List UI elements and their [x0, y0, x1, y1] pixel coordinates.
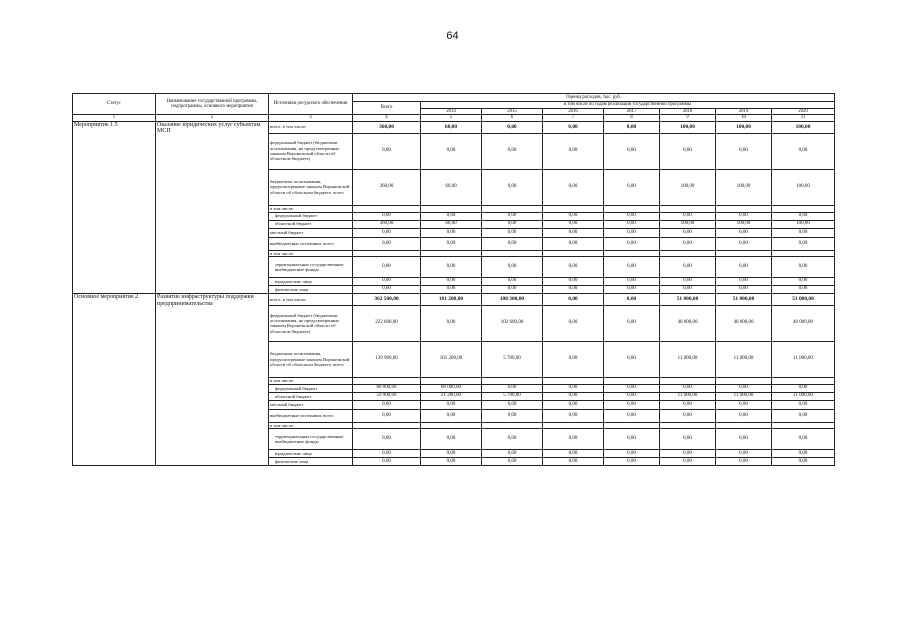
year-value: 0,00 — [604, 285, 660, 293]
year-value: 0,00 — [772, 429, 835, 450]
year-value: 0,00 — [543, 400, 604, 409]
year-value: 100,00 — [716, 121, 772, 133]
header-year: 2019 — [716, 108, 772, 115]
column-number: 3 — [269, 115, 353, 122]
year-value: 0,00 — [660, 133, 716, 169]
resource-label: в том числе: — [269, 205, 353, 212]
year-value: 0,00 — [482, 220, 543, 228]
year-value: 11 000,00 — [660, 341, 716, 377]
year-value: 0,00 — [772, 256, 835, 277]
year-value: 0,00 — [604, 228, 660, 237]
year-value — [660, 205, 716, 212]
year-value: 0,00 — [604, 277, 660, 285]
year-value: 11 000,00 — [772, 341, 835, 377]
year-value: 0,00 — [716, 429, 772, 450]
year-value: 0,00 — [543, 169, 604, 205]
year-value: 0,00 — [482, 384, 543, 392]
year-value: 0,00 — [604, 212, 660, 220]
year-value: 40 000,00 — [716, 305, 772, 341]
year-value: 60,00 — [421, 121, 482, 133]
year-value — [482, 377, 543, 384]
year-value: 0,00 — [421, 212, 482, 220]
year-value: 0,00 — [543, 285, 604, 293]
year-value: 0,00 — [543, 256, 604, 277]
year-value: 0,00 — [660, 384, 716, 392]
year-value — [421, 205, 482, 212]
year-value: 11 000,00 — [716, 392, 772, 400]
total-value: 0,00 — [353, 212, 421, 220]
year-value: 0,00 — [543, 384, 604, 392]
year-value: 0,00 — [660, 285, 716, 293]
resource-label: всего, в том числе: — [269, 293, 353, 305]
year-value: 60,00 — [421, 220, 482, 228]
year-value: 0,00 — [716, 133, 772, 169]
year-value: 0,00 — [421, 285, 482, 293]
year-value: 0,00 — [543, 228, 604, 237]
header-program-name: Наименование государственной программы, подпрограммы, основного мероприятия — [156, 94, 269, 115]
year-value: 40 000,00 — [772, 305, 835, 341]
total-value: 80 000,00 — [353, 384, 421, 392]
year-value: 100,00 — [772, 121, 835, 133]
year-value: 100,00 — [716, 169, 772, 205]
resource-label: бюджетные ассигнования, предусмотренные законом Воронежской области об областном бюджете, всего — [269, 169, 353, 205]
total-value: 139 900,00 — [353, 341, 421, 377]
header-year: 2018 — [660, 108, 716, 115]
year-value: 0,00 — [772, 400, 835, 409]
year-value: 0,00 — [660, 429, 716, 450]
year-value: 0,00 — [543, 341, 604, 377]
year-value: 0,00 — [660, 228, 716, 237]
year-value: 0,00 — [421, 305, 482, 341]
year-value: 0,00 — [716, 212, 772, 220]
year-value: 102 600,00 — [482, 305, 543, 341]
year-value: 100,00 — [660, 169, 716, 205]
year-value: 0,00 — [660, 450, 716, 458]
resource-label: физические лица — [269, 285, 353, 293]
resource-label: федеральный бюджет (бюджетные ассигнования, не предусмотренные законом Воронежской области об областном бюджете) — [269, 133, 353, 169]
year-value — [604, 205, 660, 212]
year-value: 0,00 — [421, 450, 482, 458]
total-value: 0,00 — [353, 228, 421, 237]
year-value — [482, 205, 543, 212]
year-value: 0,00 — [604, 293, 660, 305]
year-value: 0,00 — [660, 237, 716, 250]
year-value: 51 000,00 — [716, 293, 772, 305]
year-value: 0,00 — [482, 409, 543, 422]
year-value: 0,00 — [604, 429, 660, 450]
year-value: 0,00 — [772, 458, 835, 466]
year-value: 0,00 — [604, 341, 660, 377]
year-value: 0,00 — [772, 212, 835, 220]
resource-label: в том числе: — [269, 422, 353, 428]
year-value: 0,00 — [604, 169, 660, 205]
year-value: 0,00 — [421, 256, 482, 277]
year-value: 0,00 — [716, 237, 772, 250]
year-value: 0,00 — [482, 256, 543, 277]
resource-label: местный бюджет — [269, 228, 353, 237]
year-value — [660, 377, 716, 384]
year-value: 0,00 — [543, 392, 604, 400]
total-value — [353, 377, 421, 384]
resource-label: юридические лица — [269, 277, 353, 285]
year-value: 0,00 — [421, 277, 482, 285]
year-value: 0,00 — [716, 450, 772, 458]
year-value: 0,00 — [482, 458, 543, 466]
header-year: 2016 — [543, 108, 604, 115]
year-value: 101 200,00 — [421, 293, 482, 305]
total-value: 0,00 — [353, 458, 421, 466]
year-value: 0,00 — [543, 305, 604, 341]
resource-label: юридические лица — [269, 450, 353, 458]
year-value: 0,00 — [716, 384, 772, 392]
year-value: 0,00 — [772, 237, 835, 250]
year-value — [543, 205, 604, 212]
year-value: 0,00 — [543, 212, 604, 220]
resource-label: всего, в том числе: — [269, 121, 353, 133]
status-cell: Мероприятие 1.5 — [73, 121, 156, 293]
year-value: 0,00 — [543, 121, 604, 133]
total-value: 0,00 — [353, 237, 421, 250]
total-value: 59 900,00 — [353, 392, 421, 400]
year-value — [716, 205, 772, 212]
budget-table — [72, 93, 835, 466]
resource-label: федеральный бюджет (бюджетные ассигнования, не предусмотренные законом Воронежской области об областном бюджете) — [269, 305, 353, 341]
resource-label: местный бюджет — [269, 400, 353, 409]
total-value: 0,00 — [353, 256, 421, 277]
year-value: 0,00 — [716, 256, 772, 277]
total-value: 0,00 — [353, 277, 421, 285]
resource-label: внебюджетные источники, всего — [269, 237, 353, 250]
program-name-cell: Развитие инфраструктуры поддержки предпринимательства — [156, 293, 269, 465]
year-value: 0,00 — [604, 220, 660, 228]
year-value: 0,00 — [772, 277, 835, 285]
year-value: 100,00 — [660, 121, 716, 133]
column-number: 7 — [543, 115, 604, 122]
year-value: 100,00 — [772, 220, 835, 228]
column-number: 10 — [716, 115, 772, 122]
year-value: 0,00 — [772, 285, 835, 293]
year-value: 100,00 — [716, 220, 772, 228]
header-status: Статус — [73, 94, 156, 115]
year-value: 0,00 — [543, 237, 604, 250]
year-value: 0,00 — [772, 450, 835, 458]
year-value: 0,00 — [543, 133, 604, 169]
year-value: 0,00 — [660, 400, 716, 409]
year-value — [604, 377, 660, 384]
header-year: 2015 — [482, 108, 543, 115]
year-value: 11 000,00 — [716, 341, 772, 377]
year-value: 0,00 — [660, 458, 716, 466]
header-total: Всего — [353, 102, 421, 115]
year-value: 0,00 — [543, 293, 604, 305]
total-value: 360,00 — [353, 220, 421, 228]
header-resource: Источники ресурсного обеспечения — [269, 94, 353, 115]
total-value — [353, 205, 421, 212]
resource-label: территориальные государственные внебюджетные фонды — [269, 256, 353, 277]
header-year: 2014 — [421, 108, 482, 115]
total-value: 0,00 — [353, 400, 421, 409]
resource-label: областной бюджет — [269, 220, 353, 228]
year-value: 0,00 — [716, 458, 772, 466]
resource-label: областной бюджет — [269, 392, 353, 400]
status-cell: Основное мероприятие 2 — [73, 293, 156, 465]
year-value: 0,00 — [421, 429, 482, 450]
year-value: 0,00 — [660, 277, 716, 285]
year-value: 0,00 — [543, 429, 604, 450]
year-value: 0,00 — [604, 384, 660, 392]
year-value: 0,00 — [604, 305, 660, 341]
year-value: 0,00 — [660, 256, 716, 277]
year-value: 0,00 — [716, 277, 772, 285]
year-value: 0,00 — [716, 409, 772, 422]
year-value: 0,00 — [660, 212, 716, 220]
year-value: 0,00 — [482, 237, 543, 250]
header-row-1 — [73, 94, 835, 102]
year-value: 0,00 — [716, 400, 772, 409]
year-value: 0,00 — [482, 228, 543, 237]
column-number: 8 — [604, 115, 660, 122]
year-value: 0,00 — [604, 458, 660, 466]
year-value: 11 000,00 — [660, 392, 716, 400]
year-value: 0,00 — [543, 409, 604, 422]
year-value: 0,00 — [482, 285, 543, 293]
year-value: 5 700,00 — [482, 341, 543, 377]
year-value: 0,00 — [482, 121, 543, 133]
year-value — [772, 377, 835, 384]
header-year: 2017 — [604, 108, 660, 115]
program-name-cell: Оказание юридических услуг субъектам МСП — [156, 121, 269, 293]
year-value: 0,00 — [772, 409, 835, 422]
year-value: 0,00 — [421, 133, 482, 169]
resource-label: внебюджетные источники, всего — [269, 409, 353, 422]
total-value: 0,00 — [353, 133, 421, 169]
year-value: 0,00 — [543, 450, 604, 458]
year-value: 0,00 — [772, 133, 835, 169]
column-number: 11 — [772, 115, 835, 122]
year-value: 0,00 — [543, 220, 604, 228]
year-value: 0,00 — [482, 450, 543, 458]
year-value: 51 000,00 — [660, 293, 716, 305]
year-value: 5 700,00 — [482, 392, 543, 400]
total-value: 222 600,00 — [353, 305, 421, 341]
year-value: 100,00 — [772, 169, 835, 205]
total-value: 0,00 — [353, 285, 421, 293]
column-number: 1 — [73, 115, 156, 122]
resource-label: физические лица — [269, 458, 353, 466]
year-value: 0,00 — [604, 256, 660, 277]
year-value: 0,00 — [716, 285, 772, 293]
resource-label: в том числе: — [269, 250, 353, 256]
resource-label: федеральный бюджет — [269, 212, 353, 220]
column-number: 4 — [353, 115, 421, 122]
year-value: 0,00 — [482, 429, 543, 450]
year-value: 0,00 — [604, 237, 660, 250]
column-number: 2 — [156, 115, 269, 122]
year-value: 0,00 — [482, 133, 543, 169]
year-value: 0,00 — [543, 277, 604, 285]
header-estimate: Оценка расходов, тыс. руб. — [353, 94, 835, 102]
year-value: 0,00 — [421, 409, 482, 422]
total-value: 0,00 — [353, 450, 421, 458]
year-value: 0,00 — [604, 121, 660, 133]
year-value: 0,00 — [421, 228, 482, 237]
header-by-years: в том числе по годам реализации государственной программы — [421, 102, 835, 109]
resource-label: бюджетные ассигнования, предусмотренные законом Воронежской области об областном бюджете, всего — [269, 341, 353, 377]
year-value: 100,00 — [660, 220, 716, 228]
year-value — [543, 377, 604, 384]
total-value: 0,00 — [353, 409, 421, 422]
year-value: 0,00 — [421, 237, 482, 250]
total-value: 360,00 — [353, 121, 421, 133]
year-value: 0,00 — [604, 133, 660, 169]
year-value: 0,00 — [604, 400, 660, 409]
year-value: 0,00 — [482, 400, 543, 409]
year-value: 108 300,00 — [482, 293, 543, 305]
year-value: 0,00 — [716, 228, 772, 237]
year-value: 60,00 — [421, 169, 482, 205]
year-value: 0,00 — [604, 450, 660, 458]
year-value — [772, 205, 835, 212]
year-value: 0,00 — [482, 277, 543, 285]
column-number: 6 — [482, 115, 543, 122]
year-value — [421, 377, 482, 384]
table-row — [73, 121, 835, 133]
year-value: 0,00 — [482, 212, 543, 220]
total-value: 0,00 — [353, 429, 421, 450]
year-value: 0,00 — [772, 228, 835, 237]
year-value: 0,00 — [772, 384, 835, 392]
resource-label: территориальные государственные внебюджетные фонды — [269, 429, 353, 450]
year-value — [716, 377, 772, 384]
year-value: 0,00 — [482, 169, 543, 205]
year-value: 80 000,00 — [421, 384, 482, 392]
year-value: 101 200,00 — [421, 341, 482, 377]
resource-label: в том числе: — [269, 377, 353, 384]
year-value: 0,00 — [660, 409, 716, 422]
year-value: 11 000,00 — [772, 392, 835, 400]
table-row — [73, 293, 835, 305]
resource-label: федеральный бюджет — [269, 384, 353, 392]
total-value: 362 500,00 — [353, 293, 421, 305]
year-value: 0,00 — [421, 400, 482, 409]
year-value: 51 000,00 — [772, 293, 835, 305]
year-value: 0,00 — [604, 409, 660, 422]
header-year: 2020 — [772, 108, 835, 115]
total-value: 360,00 — [353, 169, 421, 205]
page-number: 64 — [446, 30, 459, 42]
column-number: 5 — [421, 115, 482, 122]
year-value: 0,00 — [543, 458, 604, 466]
year-value: 0,00 — [604, 392, 660, 400]
year-value: 40 000,00 — [660, 305, 716, 341]
year-value: 0,00 — [421, 458, 482, 466]
year-value: 21 200,00 — [421, 392, 482, 400]
column-number: 9 — [660, 115, 716, 122]
